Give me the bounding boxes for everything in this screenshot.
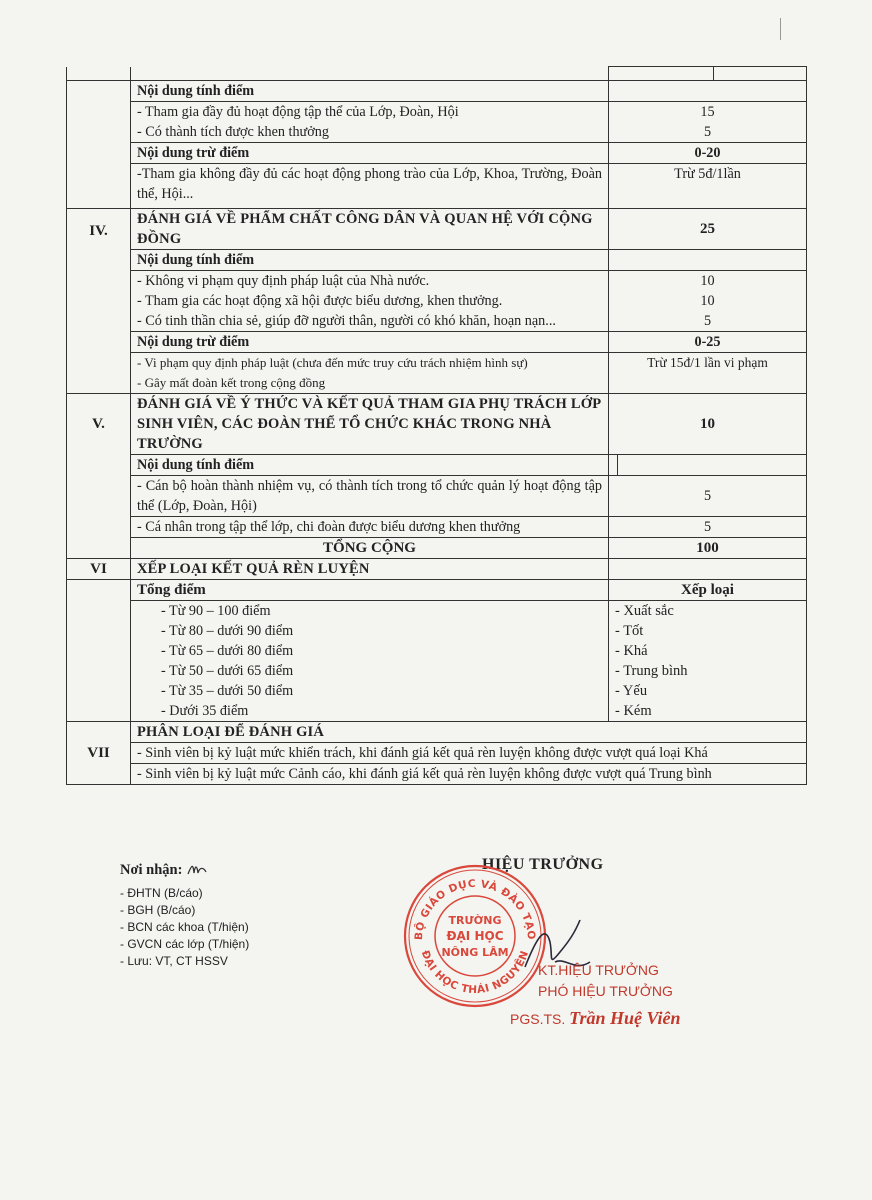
rank-item: - Yếu [615, 683, 648, 699]
points-value: 5 [609, 476, 807, 517]
signer-title: PGS.TS. [510, 1011, 566, 1027]
points-value: 15 [700, 104, 715, 120]
section-number: VII [67, 722, 131, 785]
table-row [67, 394, 807, 455]
plus-header: Nội dung tính điểm [131, 81, 609, 102]
list-item: - Có thành tích được khen thưởng [137, 124, 329, 140]
list-item: - Sinh viên bị kỷ luật mức Cảnh cáo, khi đánh giá kết quả rèn luyện không được vượt quá Trung bình [131, 764, 807, 785]
table-row [67, 102, 807, 143]
recipient-item: - Lưu: VT, CT HSSV [120, 954, 228, 968]
table-row [67, 455, 807, 476]
rank-item: - Tốt [615, 623, 644, 639]
score-range: - Từ 90 – 100 điểm [161, 603, 271, 619]
section-title: XẾP LOẠI KẾT QUẢ RÈN LUYỆN [131, 559, 609, 580]
list-item: - Sinh viên bị kỷ luật mức khiển trách, khi đánh giá kết quả rèn luyện không được vượt quá loại Khá [131, 743, 807, 764]
section-title: ĐÁNH GIÁ VỀ PHẨM CHẤT CÔNG DÂN VÀ QUAN HỆ VỚI CỘNG ĐỒNG [131, 209, 609, 250]
principal-heading: HIỆU TRƯỞNG [482, 856, 604, 873]
section-points: 10 [609, 394, 807, 455]
svg-text:NÔNG LÂM: NÔNG LÂM [441, 946, 509, 959]
section-title: ĐÁNH GIÁ VỀ Ý THỨC VÀ KẾT QUẢ THAM GIA PHỤ TRÁCH LỚP SINH VIÊN, CÁC ĐOÀN THỂ TỔ CHỨC KHÁC TRONG NHÀ TRƯỜNG [131, 394, 609, 455]
recipient-item: - BGH (B/cáo) [120, 903, 196, 917]
table-row [67, 81, 807, 102]
recipient-item: - GVCN các lớp (T/hiện) [120, 937, 250, 951]
rank-item: - Khá [615, 643, 648, 659]
table-row [67, 250, 807, 271]
list-item: - Gây mất đoàn kết trong cộng đồng [137, 375, 326, 390]
table-row [67, 271, 807, 332]
points-value: 10 [700, 273, 715, 289]
list-item: -Tham gia không đầy đủ các hoạt động phong trào của Lớp, Khoa, Trường, Đoàn thể, Hội... [131, 164, 609, 209]
column-header: Tổng điểm [131, 580, 609, 601]
kt-label: KT.HIỆU TRƯỞNG [538, 962, 659, 978]
points-value: 5 [703, 313, 712, 329]
table-row [67, 764, 807, 785]
score-range: - Từ 35 – dưới 50 điểm [161, 683, 294, 699]
table-row [67, 601, 807, 722]
table-row [67, 559, 807, 580]
section-title: PHÂN LOẠI ĐỂ ĐÁNH GIÁ [131, 722, 807, 743]
rank-item: - Xuất sắc [615, 603, 674, 619]
plus-header: Nội dung tính điểm [131, 250, 609, 271]
table-row [67, 209, 807, 250]
recipients-title: Nơi nhận: [120, 862, 249, 879]
corner-mark [780, 18, 781, 40]
list-item: - Không vi phạm quy định pháp luật của Nhà nước. [137, 273, 430, 289]
list-item: - Có tinh thần chia sẻ, giúp đỡ người thân, người có khó khăn, hoạn nạn... [137, 313, 556, 329]
list-item: - Cá nhân trong tập thể lớp, chi đoàn được biểu dương khen thưởng [131, 517, 609, 538]
score-range: - Từ 65 – dưới 80 điểm [161, 643, 294, 659]
table-row [67, 332, 807, 353]
list-item: - Cán bộ hoàn thành nhiệm vụ, có thành tích trong tổ chức quản lý hoạt động tập thể (Lớp, Đoàn, Hội) [131, 476, 609, 517]
minus-header: Nội dung trừ điểm [131, 143, 609, 164]
table-row [67, 476, 807, 517]
list-item: - Vi phạm quy định pháp luật (chưa đến mức truy cứu trách nhiệm hình sự) [137, 355, 528, 370]
section-number: V. [67, 394, 131, 559]
vice-principal-label: PHÓ HIỆU TRƯỞNG [538, 983, 673, 999]
points-value: 5 [609, 517, 807, 538]
rank-item: - Trung bình [615, 663, 688, 679]
initials-mark [186, 862, 208, 876]
svg-text:ĐẠI HỌC: ĐẠI HỌC [446, 929, 504, 943]
signer-fullname: Trần Huệ Viên [569, 1008, 681, 1028]
total-label: TỔNG CỘNG [131, 538, 609, 559]
points-range: 0-20 [609, 143, 807, 164]
table-row [67, 722, 807, 743]
section-number: VI [67, 559, 131, 580]
svg-text:TRƯỜNG: TRƯỜNG [448, 914, 502, 927]
table-row [67, 517, 807, 538]
table-row [67, 580, 807, 601]
points-value: Trừ 5đ/1lần [609, 164, 807, 209]
points-value: 5 [703, 124, 712, 140]
table-row [67, 67, 807, 81]
points-value: Trừ 15đ/1 lần vi phạm [609, 353, 807, 394]
table-row [67, 164, 807, 209]
score-range: - Từ 50 – dưới 65 điểm [161, 663, 294, 679]
table-row [67, 143, 807, 164]
minus-header: Nội dung trừ điểm [131, 332, 609, 353]
list-item: - Tham gia các hoạt động xã hội được biểu dương, khen thưởng. [137, 293, 503, 309]
score-range: - Dưới 35 điểm [161, 703, 249, 719]
rank-item: - Kém [615, 703, 652, 719]
section-number: IV. [67, 209, 131, 394]
section-points: 25 [609, 209, 807, 250]
score-range: - Từ 80 – dưới 90 điểm [161, 623, 294, 639]
column-header: Xếp loại [609, 580, 807, 601]
plus-header: Nội dung tính điểm [131, 455, 609, 476]
svg-text:ĐẠI HỌC THÁI NGUYÊN: ĐẠI HỌC THÁI NGUYÊN [418, 948, 532, 997]
table-row [67, 353, 807, 394]
recipient-item: - ĐHTN (B/cáo) [120, 886, 203, 900]
recipients-block [120, 862, 249, 970]
table-row [67, 538, 807, 559]
evaluation-table [66, 66, 807, 785]
signer-name [510, 1008, 680, 1029]
recipient-item: - BCN các khoa (T/hiện) [120, 920, 249, 934]
points-range: 0-25 [609, 332, 807, 353]
svg-text:BỘ GIÁO DỤC VÀ ĐÀO TẠO: BỘ GIÁO DỤC VÀ ĐÀO TẠO [412, 877, 538, 941]
points-value: 10 [700, 293, 715, 309]
table-row [67, 743, 807, 764]
signature-block [412, 852, 750, 1042]
list-item: - Tham gia đầy đủ hoạt động tập thể của Lớp, Đoàn, Hội [137, 104, 459, 120]
total-points: 100 [609, 538, 807, 559]
